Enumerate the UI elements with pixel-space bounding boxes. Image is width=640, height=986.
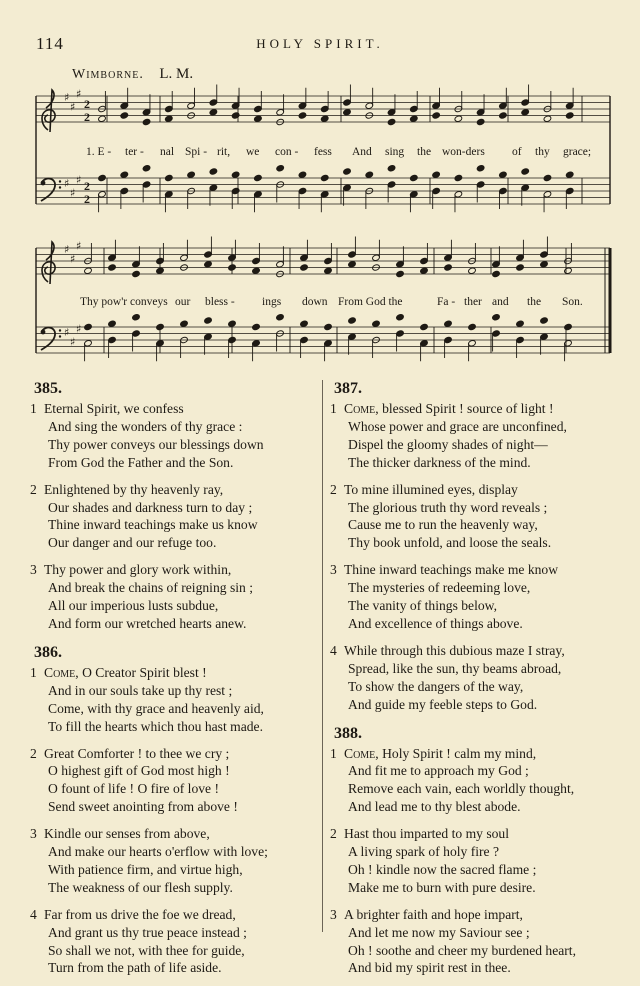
lyric-syllable: grace; xyxy=(563,146,592,158)
stanza xyxy=(330,906,620,978)
lyric-syllable: the xyxy=(527,296,542,308)
verse-text: Oh ! soothe and cheer my burdened heart, xyxy=(348,942,576,958)
note-head xyxy=(387,118,396,125)
verse-text: O highest gift of God most high ! xyxy=(48,763,230,779)
stanza-number: 1 xyxy=(30,401,37,416)
verse-line xyxy=(330,780,620,798)
verse-text: O fount of life ! O fire of love ! xyxy=(48,781,219,797)
verse-text: From God the Father and the Son. xyxy=(48,454,234,470)
verse-text: While through this dubious maze I stray, xyxy=(344,642,565,658)
verse-text: All our imperious lusts subdue, xyxy=(48,598,219,614)
bass-clef-dot xyxy=(59,335,61,337)
sharp-icon: ♯ xyxy=(64,176,70,190)
verse-text: The thicker darkness of the mind. xyxy=(348,454,531,470)
verse-line xyxy=(330,516,620,534)
lyric-syllable: won-ders xyxy=(442,146,485,158)
note-head xyxy=(165,115,174,122)
sharp-icon: ♯ xyxy=(70,100,76,114)
note-head xyxy=(492,270,501,277)
stanza xyxy=(330,561,620,633)
bass-clef-dot xyxy=(59,180,61,182)
note-head xyxy=(540,261,549,268)
verse-line xyxy=(30,861,320,879)
sharp-icon: ♯ xyxy=(76,322,82,336)
verse-text: Thy book unfold, and loose the seals. xyxy=(348,535,552,551)
note-head xyxy=(142,118,151,125)
stanza-number: 2 xyxy=(30,745,37,761)
first-word: Come, xyxy=(344,401,379,416)
time-signature: 2 xyxy=(84,97,90,111)
note-head xyxy=(132,270,141,277)
note-head xyxy=(228,264,237,271)
note-head xyxy=(276,314,285,321)
hymn-number: 386. xyxy=(34,643,62,661)
verse-text: Great Comforter ! to thee we cry ; xyxy=(44,745,230,761)
verse-line xyxy=(330,678,620,696)
verse-line xyxy=(330,579,620,597)
verse-line xyxy=(30,454,320,472)
verse-line xyxy=(330,615,620,633)
lyric-syllable: fess xyxy=(314,146,332,158)
lyric-syllable: Spi - xyxy=(185,146,208,158)
verse-line xyxy=(330,436,620,454)
verse-line xyxy=(330,825,620,843)
hymn-386 xyxy=(30,642,320,978)
note-head xyxy=(565,171,574,178)
note-head xyxy=(343,109,352,116)
note-head xyxy=(499,112,508,119)
verse-text: The vanity of things below, xyxy=(348,598,497,614)
stanza xyxy=(30,400,320,472)
verse-text: Spread, like the sun, thy beams abroad, xyxy=(348,660,562,676)
verse-line xyxy=(30,700,320,718)
note-head xyxy=(300,320,309,327)
note-head xyxy=(521,168,530,175)
note-head xyxy=(444,264,453,271)
verse-line xyxy=(330,481,620,499)
verse-text: And in our souls take up thy rest ; xyxy=(48,682,233,698)
note-head xyxy=(252,323,261,330)
note-head xyxy=(468,267,477,274)
note-head xyxy=(231,112,240,119)
verse-text: Hast thou imparted to my soul xyxy=(344,826,509,842)
verse-text: Thine inward teachings make me know xyxy=(344,562,559,578)
stanza xyxy=(330,481,620,553)
lyric-syllable: ings xyxy=(262,296,282,308)
verse-text: Far from us drive the foe we dread, xyxy=(44,906,236,922)
time-signature: 2 xyxy=(84,179,90,193)
stanza xyxy=(30,561,320,633)
verse-text: The weakness of our flesh supply. xyxy=(48,879,233,895)
verse-line xyxy=(30,418,320,436)
lyric-syllable: 1. E - xyxy=(86,146,112,158)
note-head xyxy=(564,267,573,274)
note-head xyxy=(298,112,307,119)
verse-text: Whose power and grace are unconfined, xyxy=(348,418,567,434)
verse-text: And let me now my Saviour see ; xyxy=(348,924,530,940)
verse-text: And fit me to approach my God ; xyxy=(348,763,529,779)
lyric-syllable: Fa - xyxy=(437,296,456,308)
verse-line xyxy=(330,906,620,924)
lyric-syllable: From God the xyxy=(338,296,403,308)
stanza xyxy=(330,642,620,714)
note-head xyxy=(84,267,93,274)
stanza-number: 2 xyxy=(30,481,37,497)
note-head xyxy=(156,323,165,330)
verse-line xyxy=(30,615,320,633)
note-head xyxy=(165,174,174,181)
note-head xyxy=(432,171,441,178)
verse-line xyxy=(330,642,620,660)
note-head xyxy=(320,115,329,122)
verse-text: O Creator Spirit blest ! xyxy=(78,664,207,680)
lyric-syllable: of xyxy=(512,146,522,158)
stanza xyxy=(30,481,320,553)
verse-line xyxy=(330,798,620,816)
verse-text: Send sweet anointing from above ! xyxy=(48,799,238,815)
verse-text: Dispel the gloomy shades of night— xyxy=(348,436,548,452)
note-head xyxy=(108,320,117,327)
note-head xyxy=(108,264,117,271)
verse-line xyxy=(330,942,620,960)
note-head xyxy=(468,323,477,330)
verse-text: Come, with thy grace and heavenly aid, xyxy=(48,700,264,716)
page-number: 114 xyxy=(36,34,64,53)
note-head xyxy=(540,317,549,324)
note-head xyxy=(324,323,333,330)
verse-text: Oh ! kindle now the sacred flame ; xyxy=(348,861,537,877)
stanza-number: 3 xyxy=(30,562,37,578)
verse-text: So shall we not, with thee for guide, xyxy=(48,942,245,958)
note-head xyxy=(476,165,485,172)
lyric-syllable: sing xyxy=(385,146,405,158)
verse-line xyxy=(30,499,320,517)
note-head xyxy=(120,112,129,119)
verse-line xyxy=(330,400,620,418)
stanza-number: 4 xyxy=(330,642,337,658)
note-head xyxy=(180,320,189,327)
note-head xyxy=(348,317,357,324)
note-head xyxy=(396,314,405,321)
stanza xyxy=(330,400,620,472)
sharp-icon: ♯ xyxy=(64,90,70,104)
music-score xyxy=(0,0,640,372)
verse-line xyxy=(330,843,620,861)
lyric-syllable: And xyxy=(352,146,372,158)
note-head xyxy=(521,109,530,116)
lyric-syllable: con - xyxy=(275,146,299,158)
verse-line xyxy=(330,696,620,714)
verse-line xyxy=(330,861,620,879)
stanza xyxy=(330,745,620,817)
note-head xyxy=(204,317,213,324)
bass-clef-dot xyxy=(59,329,61,331)
note-head xyxy=(499,171,508,178)
verse-text: Kindle our senses from above, xyxy=(44,826,210,842)
note-head xyxy=(454,115,463,122)
verse-text: The mysteries of redeeming love, xyxy=(348,580,531,596)
stanza-number: 3 xyxy=(330,562,337,578)
verse-text: A brighter faith and hope impart, xyxy=(344,906,523,922)
note-head xyxy=(410,174,419,181)
note-head xyxy=(396,270,405,277)
verse-text: Cause me to run the heavenly way, xyxy=(348,517,538,533)
stanza xyxy=(30,745,320,817)
lyric-syllable: Son. xyxy=(562,296,583,308)
verse-line xyxy=(330,745,620,763)
verse-line xyxy=(30,534,320,552)
note-head xyxy=(142,165,151,172)
lyric-syllable: rit, xyxy=(217,146,231,158)
note-head xyxy=(492,314,501,321)
lyric-syllable: thy xyxy=(535,146,550,158)
note-head xyxy=(454,174,463,181)
lyric-syllable: the xyxy=(417,146,432,158)
verse-text: To show the dangers of the way, xyxy=(348,678,524,694)
verse-line xyxy=(330,762,620,780)
verse-text: Remove each vain, each worldly thought, xyxy=(348,781,575,797)
verse-text: And excellence of things above. xyxy=(348,615,523,631)
note-head xyxy=(120,171,129,178)
verse-text: Thy power and glory work within, xyxy=(44,562,232,578)
verse-text: Turn from the path of life aside. xyxy=(48,960,222,976)
note-head xyxy=(444,320,453,327)
stanza-number: 3 xyxy=(30,826,37,842)
lyric-syllable: down xyxy=(302,296,328,308)
verse-line xyxy=(30,780,320,798)
note-head xyxy=(324,267,333,274)
lyric-line-1 xyxy=(0,146,640,162)
stanza xyxy=(30,664,320,736)
verse-line xyxy=(30,400,320,418)
verse-text: Enlightened by thy heavenly ray, xyxy=(44,481,224,497)
verse-line xyxy=(30,682,320,700)
verse-text: And form our wretched hearts anew. xyxy=(48,615,247,631)
note-head xyxy=(432,112,441,119)
note-head xyxy=(187,171,196,178)
hymn-number: 388. xyxy=(334,724,362,742)
lyric-syllable: Thy pow'r conveys xyxy=(80,296,168,308)
verse-line xyxy=(330,534,620,552)
verse-text: And sing the wonders of thy grace : xyxy=(48,418,243,434)
verse-line xyxy=(30,959,320,977)
verse-line xyxy=(30,579,320,597)
note-head xyxy=(228,320,237,327)
note-head xyxy=(476,118,485,125)
note-head xyxy=(564,323,573,330)
verse-text: A living spark of holy fire ? xyxy=(348,844,500,860)
lyric-syllable: bless - xyxy=(205,296,235,308)
verse-text: Our danger and our refuge too. xyxy=(48,535,217,551)
verse-text: Thine inward teachings make us know xyxy=(48,517,258,533)
verse-line xyxy=(30,597,320,615)
first-word: Come, xyxy=(44,664,79,680)
verse-line xyxy=(30,942,320,960)
note-head xyxy=(298,171,307,178)
hymn-385 xyxy=(30,378,320,633)
verse-line xyxy=(30,664,320,682)
sharp-icon: ♯ xyxy=(76,173,82,187)
note-head xyxy=(254,115,263,122)
sharp-icon: ♯ xyxy=(76,87,82,101)
stanza-number: 3 xyxy=(330,906,337,922)
tune-name: Wimborne. xyxy=(72,67,144,82)
verse-line xyxy=(330,924,620,942)
time-signature: 2 xyxy=(84,192,90,206)
verse-text: To mine illumined eyes, display xyxy=(344,481,518,497)
verse-text: Eternal Spirit, we confess xyxy=(44,401,184,416)
note-head xyxy=(372,320,381,327)
note-head xyxy=(156,267,165,274)
stanza-number: 2 xyxy=(330,826,337,842)
stanza xyxy=(30,825,320,897)
verse-line xyxy=(30,718,320,736)
lyric-syllable: our xyxy=(175,296,191,308)
note-head xyxy=(84,323,93,330)
verse-line xyxy=(330,660,620,678)
verse-line xyxy=(330,597,620,615)
stanza-number: 1 xyxy=(330,745,337,761)
note-head xyxy=(98,174,107,181)
verse-line xyxy=(30,798,320,816)
verse-line xyxy=(330,499,620,517)
sharp-icon: ♯ xyxy=(64,325,70,339)
verse-text: blessed Spirit ! source of light ! xyxy=(378,401,554,416)
verse-text: And guide my feeble steps to God. xyxy=(348,696,538,712)
column-divider xyxy=(322,380,323,932)
verse-text: And bid my spirit rest in thee. xyxy=(348,960,511,976)
verse-line xyxy=(30,516,320,534)
note-head xyxy=(204,261,213,268)
sharp-icon: ♯ xyxy=(76,239,82,253)
running-head: HOLY SPIRIT. xyxy=(256,36,384,51)
note-head xyxy=(300,264,309,271)
verse-text: Thy power conveys our blessings down xyxy=(48,436,264,452)
verse-line xyxy=(30,879,320,897)
verse-line xyxy=(30,762,320,780)
verse-line xyxy=(30,436,320,454)
tune-meter: L. M. xyxy=(159,66,194,82)
verse-line xyxy=(30,481,320,499)
verse-line xyxy=(30,906,320,924)
verse-line xyxy=(330,454,620,472)
bass-clef-dot xyxy=(59,186,61,188)
note-head xyxy=(516,264,525,271)
lyric-syllable: nal xyxy=(160,146,175,158)
stanza-number: 4 xyxy=(30,906,37,922)
verse-text: And lead me to thy blest abode. xyxy=(348,799,521,815)
note-head xyxy=(420,323,429,330)
verse-text: Make me to burn with pure desire. xyxy=(348,879,536,895)
time-signature: 2 xyxy=(84,110,90,124)
bass-clef-dot xyxy=(41,181,46,186)
note-head xyxy=(543,115,552,122)
note-head xyxy=(252,267,261,274)
verse-line xyxy=(30,843,320,861)
lyric-line-2 xyxy=(0,296,640,312)
sharp-icon: ♯ xyxy=(70,186,76,200)
verse-text: Holy Spirit ! calm my mind, xyxy=(378,745,537,761)
verse-line xyxy=(330,959,620,977)
note-head xyxy=(348,261,357,268)
hymn-column-right xyxy=(330,378,620,986)
verse-text: The glorious truth thy word reveals ; xyxy=(348,499,548,515)
note-head xyxy=(343,168,352,175)
sharp-icon: ♯ xyxy=(70,335,76,349)
note-head xyxy=(132,314,141,321)
verse-line xyxy=(330,561,620,579)
verse-line xyxy=(30,825,320,843)
stanza-number: 1 xyxy=(330,401,337,416)
verse-text: And grant us thy true peace instead ; xyxy=(48,924,247,940)
note-head xyxy=(420,267,429,274)
sharp-icon: ♯ xyxy=(70,252,76,266)
first-word: Come, xyxy=(344,745,379,761)
note-head xyxy=(410,115,419,122)
stanza-number: 1 xyxy=(30,664,37,680)
verse-line xyxy=(30,561,320,579)
lyric-syllable: we xyxy=(246,146,260,158)
verse-text: With patience firm, and virtue high, xyxy=(48,861,243,877)
note-head xyxy=(543,174,552,181)
note-head xyxy=(516,320,525,327)
sharp-icon: ♯ xyxy=(64,242,70,256)
hymn-column-left xyxy=(30,378,320,986)
note-head xyxy=(98,115,107,122)
verse-text: And make our hearts o'erflow with love; xyxy=(48,844,268,860)
verse-line xyxy=(330,879,620,897)
hymn-number: 385. xyxy=(34,380,62,397)
note-head xyxy=(387,165,396,172)
verse-line xyxy=(30,745,320,763)
note-head xyxy=(276,165,285,172)
hymn-388 xyxy=(330,723,620,978)
hymn-387 xyxy=(330,378,620,714)
note-head xyxy=(231,171,240,178)
lyric-syllable: and xyxy=(492,296,509,308)
bass-clef-dot xyxy=(41,330,46,335)
stanza-number: 2 xyxy=(330,481,337,497)
verse-line xyxy=(330,418,620,436)
verse-line xyxy=(30,924,320,942)
verse-text: And break the chains of reigning sin ; xyxy=(48,580,253,596)
note-head xyxy=(209,168,218,175)
note-head xyxy=(320,174,329,181)
note-head xyxy=(209,109,218,116)
note-head xyxy=(254,174,263,181)
note-head xyxy=(565,112,574,119)
hymn-number: 387. xyxy=(334,380,362,397)
stanza xyxy=(330,825,620,897)
stanza xyxy=(30,906,320,978)
verse-text: To fill the hearts which thou hast made. xyxy=(48,718,263,734)
verse-text: Our shades and darkness turn to day ; xyxy=(48,499,253,515)
lyric-syllable: ther xyxy=(464,296,482,308)
lyric-syllable: ter - xyxy=(125,146,144,158)
note-head xyxy=(365,171,374,178)
